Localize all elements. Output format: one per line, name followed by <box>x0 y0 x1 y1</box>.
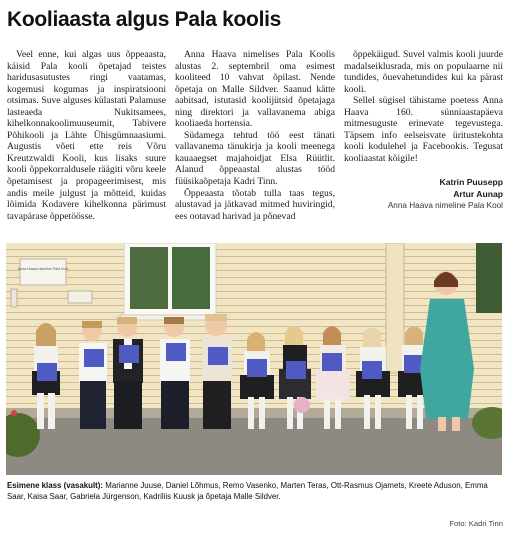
flower <box>11 410 17 416</box>
photo-credit: Foto: Kadri Tinn <box>449 519 503 528</box>
author-name: Artur Aunap <box>453 188 503 199</box>
class-photo <box>6 243 502 475</box>
signature-block <box>344 177 503 211</box>
paragraph: Sellel sügisel tähistame poetess Anna Haava 160. sünniaastapäeva mitmesuguste erinevate tegevustega. Täpsem info eelseisvate üritustekohta kooli kodulehel ja Facebookis. Tegusat kooliaastat kõigile! <box>344 95 503 164</box>
window-edge <box>476 243 502 313</box>
caption-text: Marianne Juuse, Daniel Lõhmus, Remo Vasenko, Marten Teras, Ott-Rasmus Ojamets, Kreete Aduson, Emma Saar, Kaisa Saar, Gabriela Jürgenson, Kadriliis Kuusk ja õpetaja Malle Sildver. <box>7 481 488 501</box>
paragraph: Anna Haava nimelises Pala Koolis alustas 2. septembril oma esimest kooliteed 10 vahvat õpilast. Nende õpetaja on Malle Sildver. Saanud kätte aabitsad, istutasid koolijütsid õpetajaga ning direktori ja vallavanema abiga kooliaeda hortensia. <box>175 49 335 130</box>
article-column-3 <box>344 49 503 211</box>
school-sign-plaque <box>18 259 69 285</box>
author-role: Anna Haava nimeline Pala Kool <box>387 201 503 211</box>
paragraph: õppekäigud. Suvel valmis kooli juurde madalseiklusrada, mis on populaarne nii tundides, õuevahetundides kui ka pärast kooli. <box>344 49 503 95</box>
article-column-1 <box>7 49 166 222</box>
photo-caption <box>7 481 507 502</box>
article-column-2 <box>175 49 335 222</box>
caption-label: Esimene klass (vasakult): <box>7 481 104 490</box>
wall-column <box>386 243 404 373</box>
school-sign-text: Anna Haava nimeline Pala Kool <box>17 267 69 271</box>
article-headline: Kooliaasta algus Pala koolis <box>7 8 282 31</box>
paragraph: Veel enne, kui algas uus õppeaasta, käisid Pala kooli õpetajad teistes haridusasutustes ringi vaatamas, kogemusi kogumas ja inspiratsiooni otsimas. Suve alguses külastati Palamuse lasteaeda Nukitsamees, kihelkonnakoolimuuseumit, Tabivere Põhikooli ja Lähte Ühisgümnaasiumi. Augustis võeti ette reis Võru Kreutzwaldi Kooli, kus lisaks suure kooli õppekorraldusele räägiti võru keele õpetamisest ja propageerimisest, mis andis meile julgust ja mõtteid, kuidas lõimida Kodavere kihelkonna pärimust tavapärase õppetöösse. <box>7 49 166 222</box>
paragraph: Õppeaasta tõotab tulla taas tegus, alustavad ja jätkavad mitmed huviringid, ees ootavad harivad ja põnevad <box>175 187 335 222</box>
author-name: Katrin Puusepp <box>439 177 503 188</box>
window <box>120 243 220 320</box>
paragraph: Südamega tehtud töö eest tänati vallavanema tänukirja ja kooli meenega kauaaegset majahoidjat Elsa Rüütlit. Alanud õppeaastal alustas tööd füüsikaõpetaja Kadri Tinn. <box>175 129 335 188</box>
small-plaque <box>68 291 92 303</box>
class-photo-illustration <box>6 243 502 475</box>
small-plaque <box>11 289 17 307</box>
